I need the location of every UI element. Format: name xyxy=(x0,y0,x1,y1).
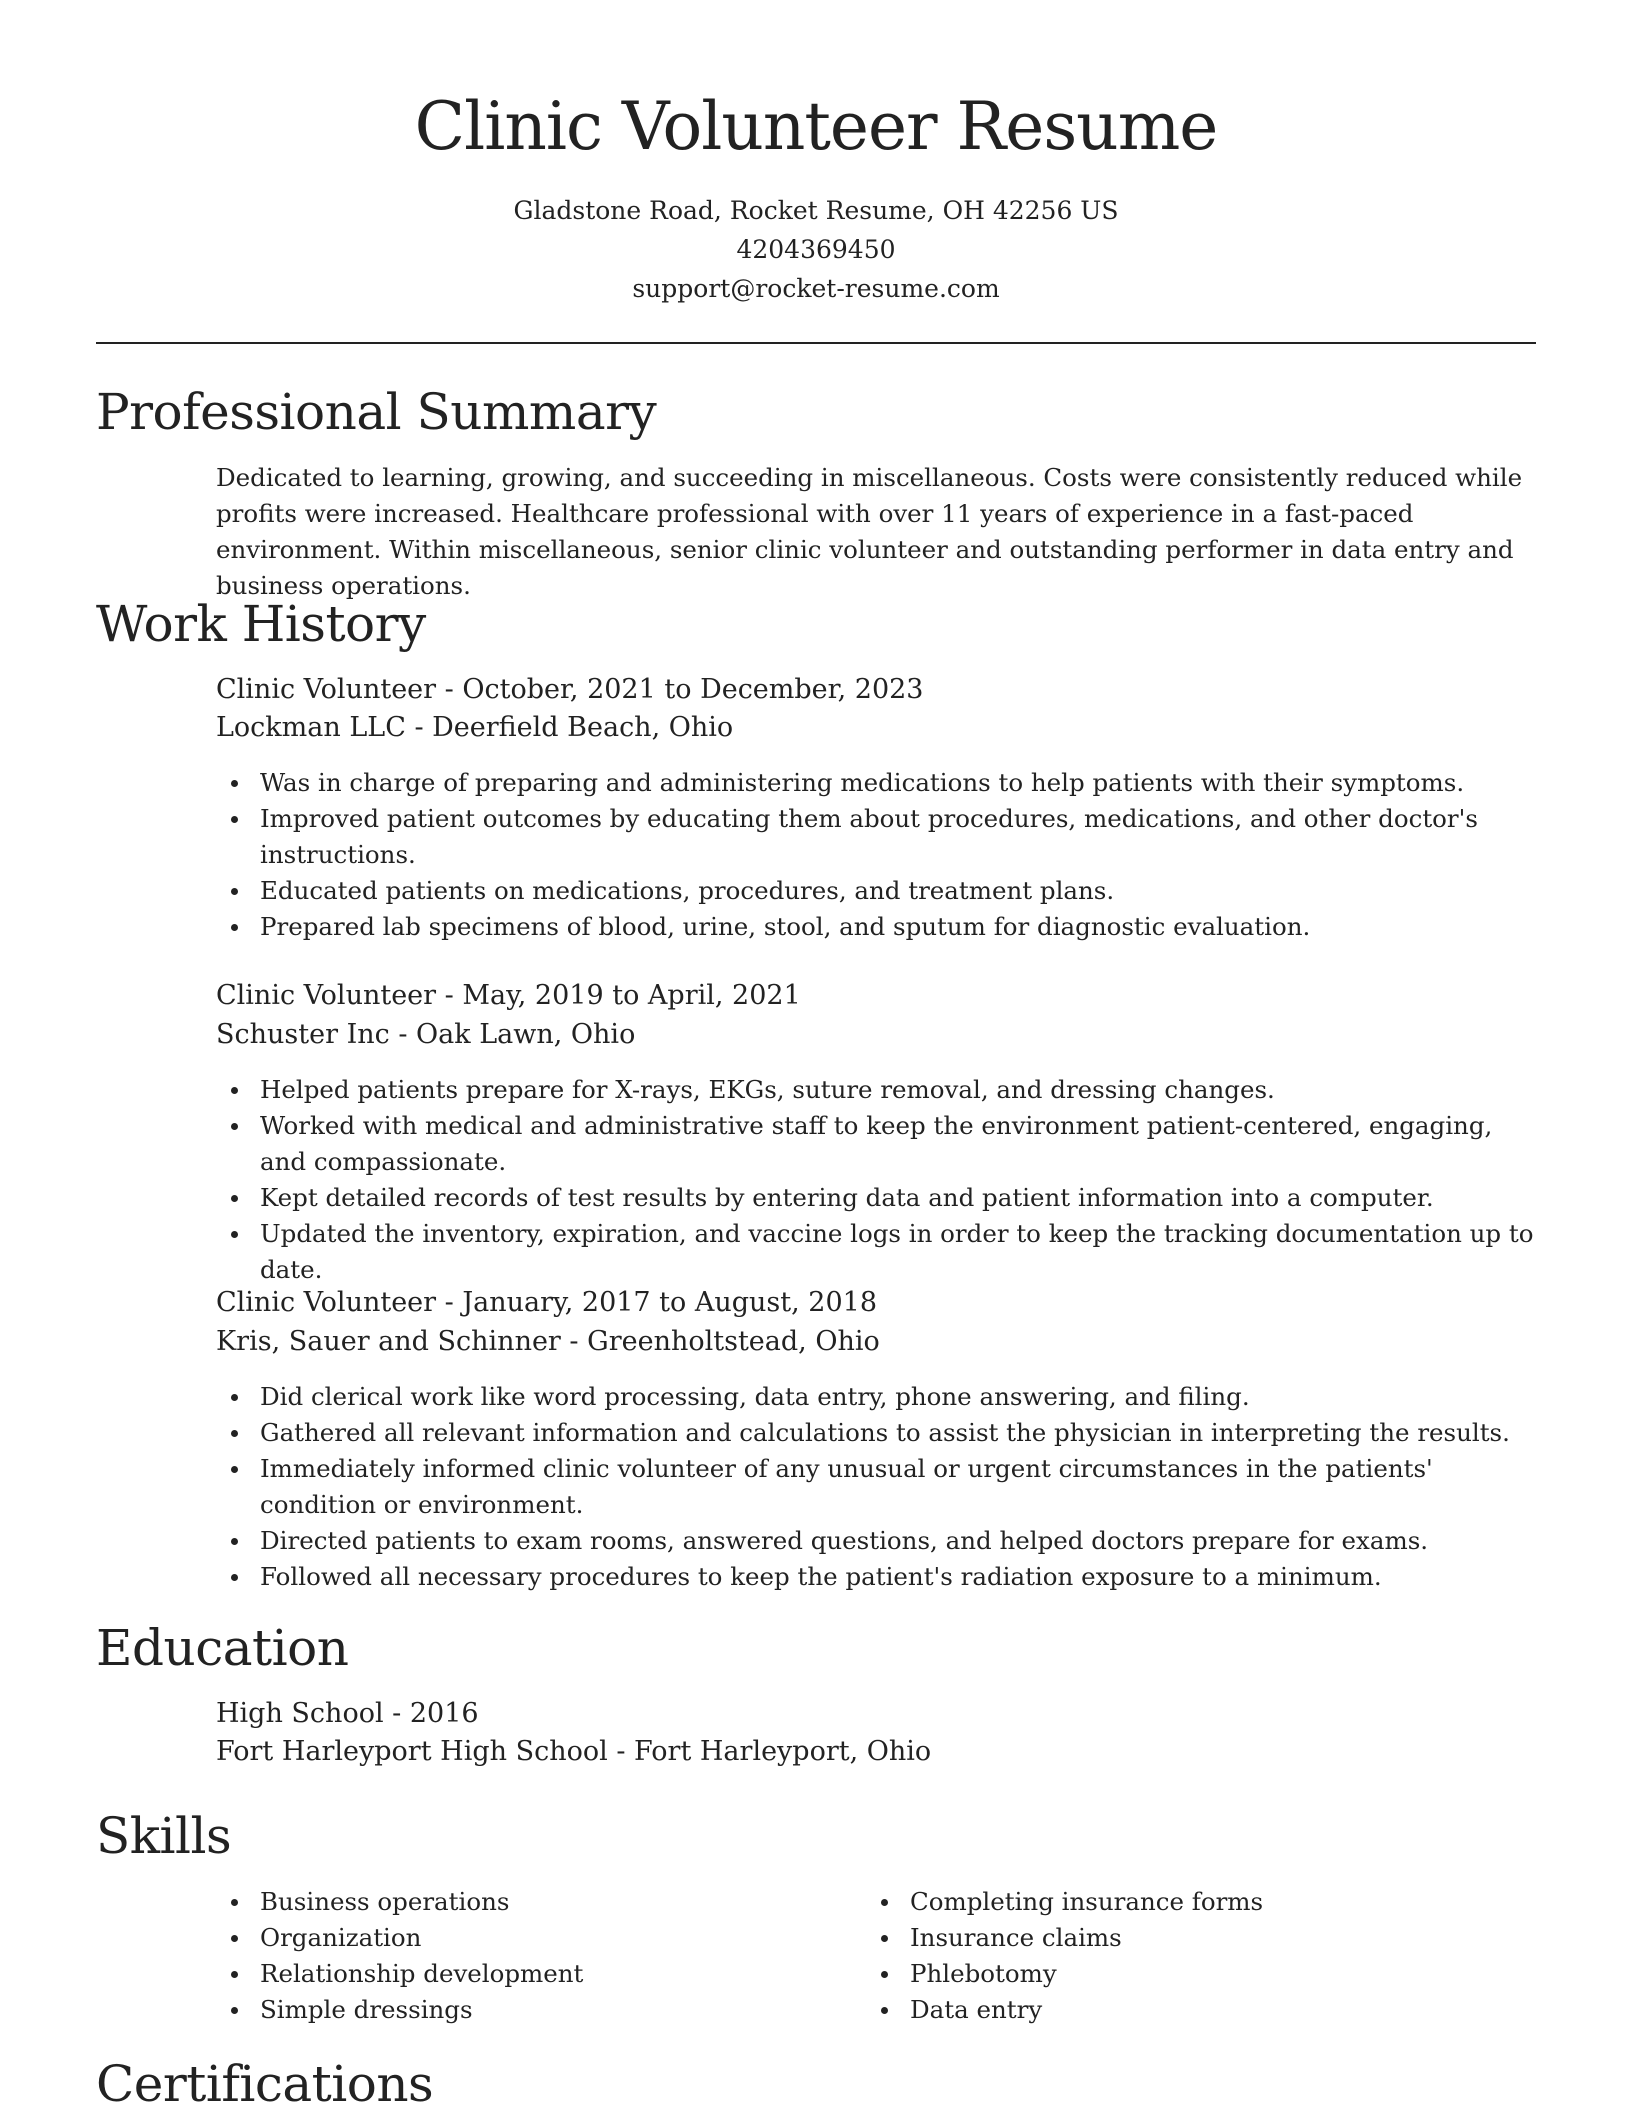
job-3-title-line xyxy=(216,1284,877,1322)
summary-heading: Professional Summary xyxy=(96,383,657,441)
job-title: Clinic Volunteer xyxy=(216,1287,437,1318)
skills-list-right xyxy=(866,1884,1486,2028)
education-degree-line xyxy=(216,1695,479,1733)
list-item: Immediately informed clinic volunteer of any unusual or urgent circumstances in the patients' condition or environment. xyxy=(260,1451,1546,1523)
contact-block xyxy=(0,191,1632,308)
job-dates: - January, 2017 to August, 2018 xyxy=(436,1287,878,1318)
job-title: Clinic Volunteer xyxy=(216,980,437,1011)
contact-email: support@rocket-resume.com xyxy=(632,274,1000,303)
education-heading: Education xyxy=(96,1619,349,1677)
header-divider xyxy=(96,342,1536,344)
list-item: Simple dressings xyxy=(260,1992,836,2028)
job-dates: - May, 2019 to April, 2021 xyxy=(436,980,801,1011)
list-item: Gathered all relevant information and calculations to assist the physician in interpreting the results. xyxy=(260,1415,1546,1451)
list-item: Phlebotomy xyxy=(910,1956,1486,1992)
list-item: Insurance claims xyxy=(910,1920,1486,1956)
contact-address: Gladstone Road, Rocket Resume, OH 42256 US xyxy=(513,196,1119,225)
list-item: Directed patients to exam rooms, answered questions, and helped doctors prepare for exams. xyxy=(260,1523,1546,1559)
list-item: Completing insurance forms xyxy=(910,1884,1486,1920)
education-year: - 2016 xyxy=(383,1698,479,1729)
list-item: Worked with medical and administrative staff to keep the environment patient-centered, engaging, and compassionate. xyxy=(260,1108,1546,1180)
list-item: Relationship development xyxy=(260,1956,836,1992)
list-item: Prepared lab specimens of blood, urine, stool, and sputum for diagnostic evaluation. xyxy=(260,909,1546,945)
list-item: Was in charge of preparing and administering medications to help patients with their symptoms. xyxy=(260,765,1546,801)
work-history-heading: Work History xyxy=(96,595,426,653)
list-item: Data entry xyxy=(910,1992,1486,2028)
list-item: Kept detailed records of test results by entering data and patient information into a computer. xyxy=(260,1180,1546,1216)
education-school-line xyxy=(216,1733,931,1771)
contact-phone: 4204369450 xyxy=(736,235,896,264)
list-item: Educated patients on medications, procedures, and treatment plans. xyxy=(260,873,1546,909)
list-item: Did clerical work like word processing, data entry, phone answering, and filing. xyxy=(260,1379,1546,1415)
job-1-title-line xyxy=(216,671,923,709)
job-title: Clinic Volunteer xyxy=(216,674,437,705)
job-3-company-line xyxy=(216,1323,880,1361)
education-school: Fort Harleyport High School xyxy=(216,1736,608,1767)
job-company: Kris, Sauer and Schinner xyxy=(216,1326,561,1357)
education-degree: High School xyxy=(216,1698,384,1729)
list-item: Organization xyxy=(260,1920,836,1956)
job-3-bullets xyxy=(216,1379,1546,1595)
job-2-company-line xyxy=(216,1016,635,1054)
skills-list-left xyxy=(216,1884,836,2028)
certifications-heading: Certifications xyxy=(96,2055,434,2113)
list-item: Updated the inventory, expiration, and vaccine logs in order to keep the tracking documentation up to date. xyxy=(260,1216,1546,1288)
education-location: - Fort Harleyport, Ohio xyxy=(607,1736,932,1767)
resume-title: Clinic Volunteer Resume xyxy=(414,88,1218,165)
list-item: Business operations xyxy=(260,1884,836,1920)
job-company: Schuster Inc xyxy=(216,1019,390,1050)
skills-heading: Skills xyxy=(96,1807,232,1865)
job-location: - Deerfield Beach, Ohio xyxy=(405,712,734,743)
list-item: Improved patient outcomes by educating them about procedures, medications, and other doctor's instructions. xyxy=(260,801,1546,873)
list-item: Followed all necessary procedures to keep the patient's radiation exposure to a minimum. xyxy=(260,1559,1546,1595)
job-1-company-line xyxy=(216,709,733,747)
job-location: - Greenholtstead, Ohio xyxy=(560,1326,880,1357)
job-2-bullets xyxy=(216,1072,1546,1288)
job-dates: - October, 2021 to December, 2023 xyxy=(436,674,924,705)
job-2-title-line xyxy=(216,977,801,1015)
job-1-bullets xyxy=(216,765,1546,945)
job-location: - Oak Lawn, Ohio xyxy=(389,1019,636,1050)
job-company: Lockman LLC xyxy=(216,712,406,743)
list-item: Helped patients prepare for X-rays, EKGs, suture removal, and dressing changes. xyxy=(260,1072,1546,1108)
summary-text: Dedicated to learning, growing, and succeeding in miscellaneous. Costs were consistently reduced while profits were increased. Healthcare professional with over 11 years of experience in a fast-paced environment. Within miscellaneous, senior clinic volunteer and outstanding performer in data entry and business operations. xyxy=(216,463,1523,600)
